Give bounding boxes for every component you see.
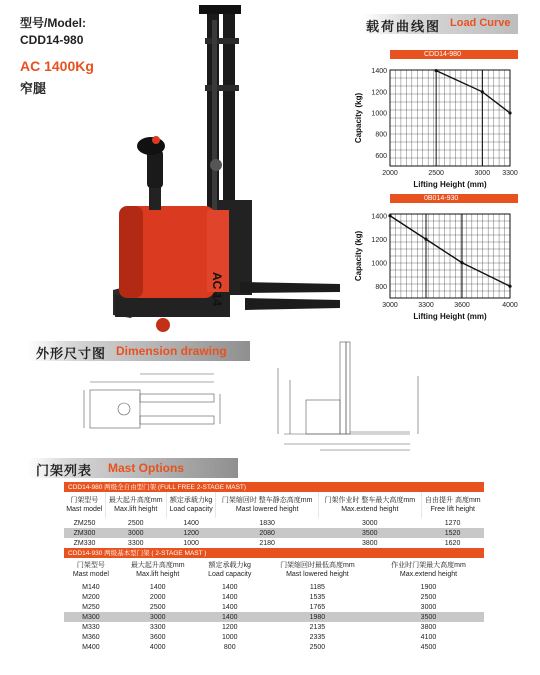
y-tick-label: 1200 [371, 236, 387, 244]
table-980-column-header [166, 492, 216, 518]
table-cell: 1900 [420, 583, 437, 591]
table-cell: M300 [64, 612, 118, 622]
table-930 [64, 548, 484, 652]
column-header-cn: 门架缩回时最低高度mm [280, 562, 355, 569]
table-cell: 1620 [444, 539, 461, 547]
model-label: 型号/Model: [20, 16, 86, 30]
table-980-column-header [64, 492, 105, 518]
table-980-header [64, 492, 484, 518]
chart-2-title: 0B014-930 [390, 194, 518, 203]
table-980-row [64, 518, 484, 528]
column-header-cn: 额定承载力kg [169, 497, 213, 504]
column-header-cn: 门架型号 [70, 497, 99, 504]
column-header-cn: 自由提升 高度mm [425, 497, 481, 504]
table-cell: 2500 [149, 603, 166, 611]
y-axis-label: Capacity (kg) [354, 92, 363, 144]
curve-point [424, 238, 427, 241]
model-value: CDD14-980 [20, 33, 84, 47]
table-930-band: CDD14-930 两级基本型门架 ( 2-STAGE MAST ) [64, 548, 484, 558]
table-980-column-header [216, 492, 319, 518]
table-cell: 3000 [362, 519, 378, 527]
y-tick-label: 1000 [371, 260, 387, 268]
table-cell: 1830 [259, 519, 275, 527]
table-cell: 1200 [166, 528, 216, 538]
x-tick-label: 3300 [418, 302, 434, 309]
column-header-en: Load capacity [208, 571, 252, 578]
table-cell: 4100 [420, 633, 437, 641]
table-cell: 2180 [259, 539, 275, 547]
table-980-band: CDD14-980 两级全自由型门架 (FULL FREE 2-STAGE MAST) [64, 482, 484, 492]
column-header-en: Free lift height [430, 506, 475, 513]
column-header-en: Max.lift height [114, 506, 158, 513]
mast-options-header [28, 458, 238, 478]
table-cell: 800 [223, 643, 236, 651]
load-curve-chart-2 [350, 192, 525, 322]
table-cell: 3800 [362, 539, 378, 547]
load-curve-title-cn: 载荷曲线图 [366, 19, 442, 34]
column-header-en: Max.extend height [399, 571, 458, 578]
side-view-drawing [270, 340, 430, 458]
load-curve-title-en: Load Curve [450, 17, 511, 29]
x-tick-label: 3600 [454, 302, 470, 309]
curve-point [388, 214, 391, 217]
y-tick-label: 1400 [371, 213, 387, 221]
x-tick-label: 2000 [382, 170, 398, 177]
y-tick-label: 600 [375, 152, 387, 160]
table-cell: 1520 [421, 528, 484, 538]
y-axis-label: Capacity (kg) [354, 230, 363, 282]
capacity-rating: AC 1400Kg [20, 58, 94, 74]
table-cell: 2500 [127, 519, 144, 527]
table-930-row [64, 602, 484, 612]
table-cell: 2500 [309, 643, 326, 651]
table-cell: 4500 [420, 643, 437, 651]
table-cell: ZM300 [64, 528, 105, 538]
x-axis-label: Lifting Height (mm) [413, 312, 487, 321]
table-cell: 2135 [309, 623, 326, 631]
table-cell: 1200 [221, 623, 238, 631]
column-header-cn: 门架型号 [76, 562, 105, 569]
curve-point [508, 285, 511, 288]
dimension-title-en: Dimension drawing [116, 344, 227, 358]
table-cell: 1400 [183, 519, 199, 527]
x-tick-label: 3300 [502, 170, 518, 177]
table-cell: 3800 [420, 623, 437, 631]
table-cell: M140 [82, 583, 100, 591]
column-header-en: Load capacity [169, 506, 213, 513]
table-cell: 3300 [127, 539, 144, 547]
column-header-cn: 门架缩回时 整车静态高度mm [221, 497, 313, 504]
table-980-column-header [421, 492, 484, 518]
table-980-row [64, 538, 484, 548]
table-930-header [64, 558, 484, 582]
table-930-row [64, 642, 484, 652]
table-cell: 1400 [221, 593, 238, 601]
table-930-column-header [118, 558, 198, 582]
table-930-column-header [64, 558, 118, 582]
column-header-en: Mast model [66, 506, 103, 513]
x-axis-label: Lifting Height (mm) [413, 180, 487, 189]
table-980-row [64, 528, 484, 538]
mast-tables [64, 482, 484, 652]
table-930-column-header [373, 558, 484, 582]
curve-point [460, 261, 463, 264]
y-tick-label: 800 [375, 283, 387, 291]
x-tick-label: 4000 [502, 302, 518, 309]
table-930-row [64, 592, 484, 602]
top-view-drawing [80, 368, 230, 446]
column-header-cn: 门架作业时 整车最大高度mm [324, 497, 416, 504]
column-header-en: Mast lowered height [235, 506, 299, 513]
table-930-row [64, 622, 484, 632]
table-930-row [64, 612, 484, 622]
table-cell: 1980 [262, 612, 373, 622]
table-cell: 3000 [420, 603, 437, 611]
table-980-column-header [105, 492, 166, 518]
table-cell: 2000 [149, 593, 166, 601]
table-cell: 1400 [149, 583, 166, 591]
dimension-title-cn: 外形尺寸图 [36, 346, 107, 361]
column-header-cn: 最大起升高度mm [130, 562, 185, 569]
y-tick-label: 1400 [371, 68, 387, 76]
mast-label: AC 14 [210, 272, 224, 307]
mast-options-title-cn: 门架列表 [36, 463, 93, 478]
table-cell: 1400 [221, 583, 238, 591]
y-tick-label: 800 [375, 131, 387, 139]
x-tick-label: 3000 [474, 170, 491, 177]
table-cell: 3300 [149, 623, 166, 631]
table-cell: M360 [82, 633, 100, 641]
curve-point [508, 111, 511, 114]
stacker-illustration [95, 0, 350, 335]
table-cell: 1765 [309, 603, 326, 611]
table-980 [64, 482, 484, 548]
table-cell: ZM250 [73, 519, 96, 527]
table-980-column-header [318, 492, 421, 518]
table-cell: 3500 [318, 528, 421, 538]
table-cell: 1400 [221, 603, 238, 611]
table-cell: 1185 [309, 583, 325, 591]
table-cell: 1535 [309, 593, 326, 601]
y-tick-label: 1000 [371, 110, 387, 118]
leg-type: 窄腿 [20, 81, 47, 96]
table-930-row [64, 582, 484, 592]
table-cell: M330 [82, 623, 100, 631]
table-cell: 2500 [420, 593, 437, 601]
table-cell: M200 [82, 593, 100, 601]
table-cell: 1400 [198, 612, 262, 622]
dimension-header [28, 341, 250, 361]
table-cell: 4000 [149, 643, 166, 651]
column-header-en: Max.lift height [136, 571, 180, 578]
column-header-en: Max.extend height [341, 506, 399, 513]
table-cell: 1270 [444, 519, 461, 527]
table-cell: ZM330 [73, 539, 96, 547]
column-header-en: Mast lowered height [286, 571, 349, 578]
curve-point [481, 90, 484, 93]
table-cell: M250 [82, 603, 100, 611]
table-930-column-header [262, 558, 373, 582]
table-cell: 3600 [149, 633, 166, 641]
column-header-cn: 额定承载力kg [208, 562, 251, 569]
table-cell: 3000 [118, 612, 198, 622]
load-curve-chart-1 [350, 46, 525, 191]
table-cell: 1000 [221, 633, 238, 641]
table-cell: 3000 [105, 528, 166, 538]
chart-1-title: CDD14-980 [390, 50, 518, 59]
table-930-row [64, 632, 484, 642]
curve-point [435, 69, 438, 72]
column-header-cn: 作业时门架最大高度mm [391, 562, 466, 569]
load-curve-header [362, 14, 518, 34]
column-header-en: Mast model [72, 571, 109, 578]
y-tick-label: 1200 [371, 89, 387, 97]
table-cell: 2080 [216, 528, 319, 538]
x-tick-label: 3000 [382, 302, 398, 309]
mast-options-title-en: Mast Options [108, 461, 185, 475]
table-cell: 3500 [373, 612, 484, 622]
chart-2-grid [390, 214, 510, 298]
x-tick-label: 2500 [428, 170, 444, 177]
table-cell: 2335 [309, 633, 326, 641]
table-cell: M400 [82, 643, 100, 651]
table-cell: 1000 [183, 539, 199, 547]
table-930-column-header [198, 558, 262, 582]
chart-1-grid [390, 70, 510, 166]
column-header-cn: 最大起升高度mm [108, 497, 163, 504]
